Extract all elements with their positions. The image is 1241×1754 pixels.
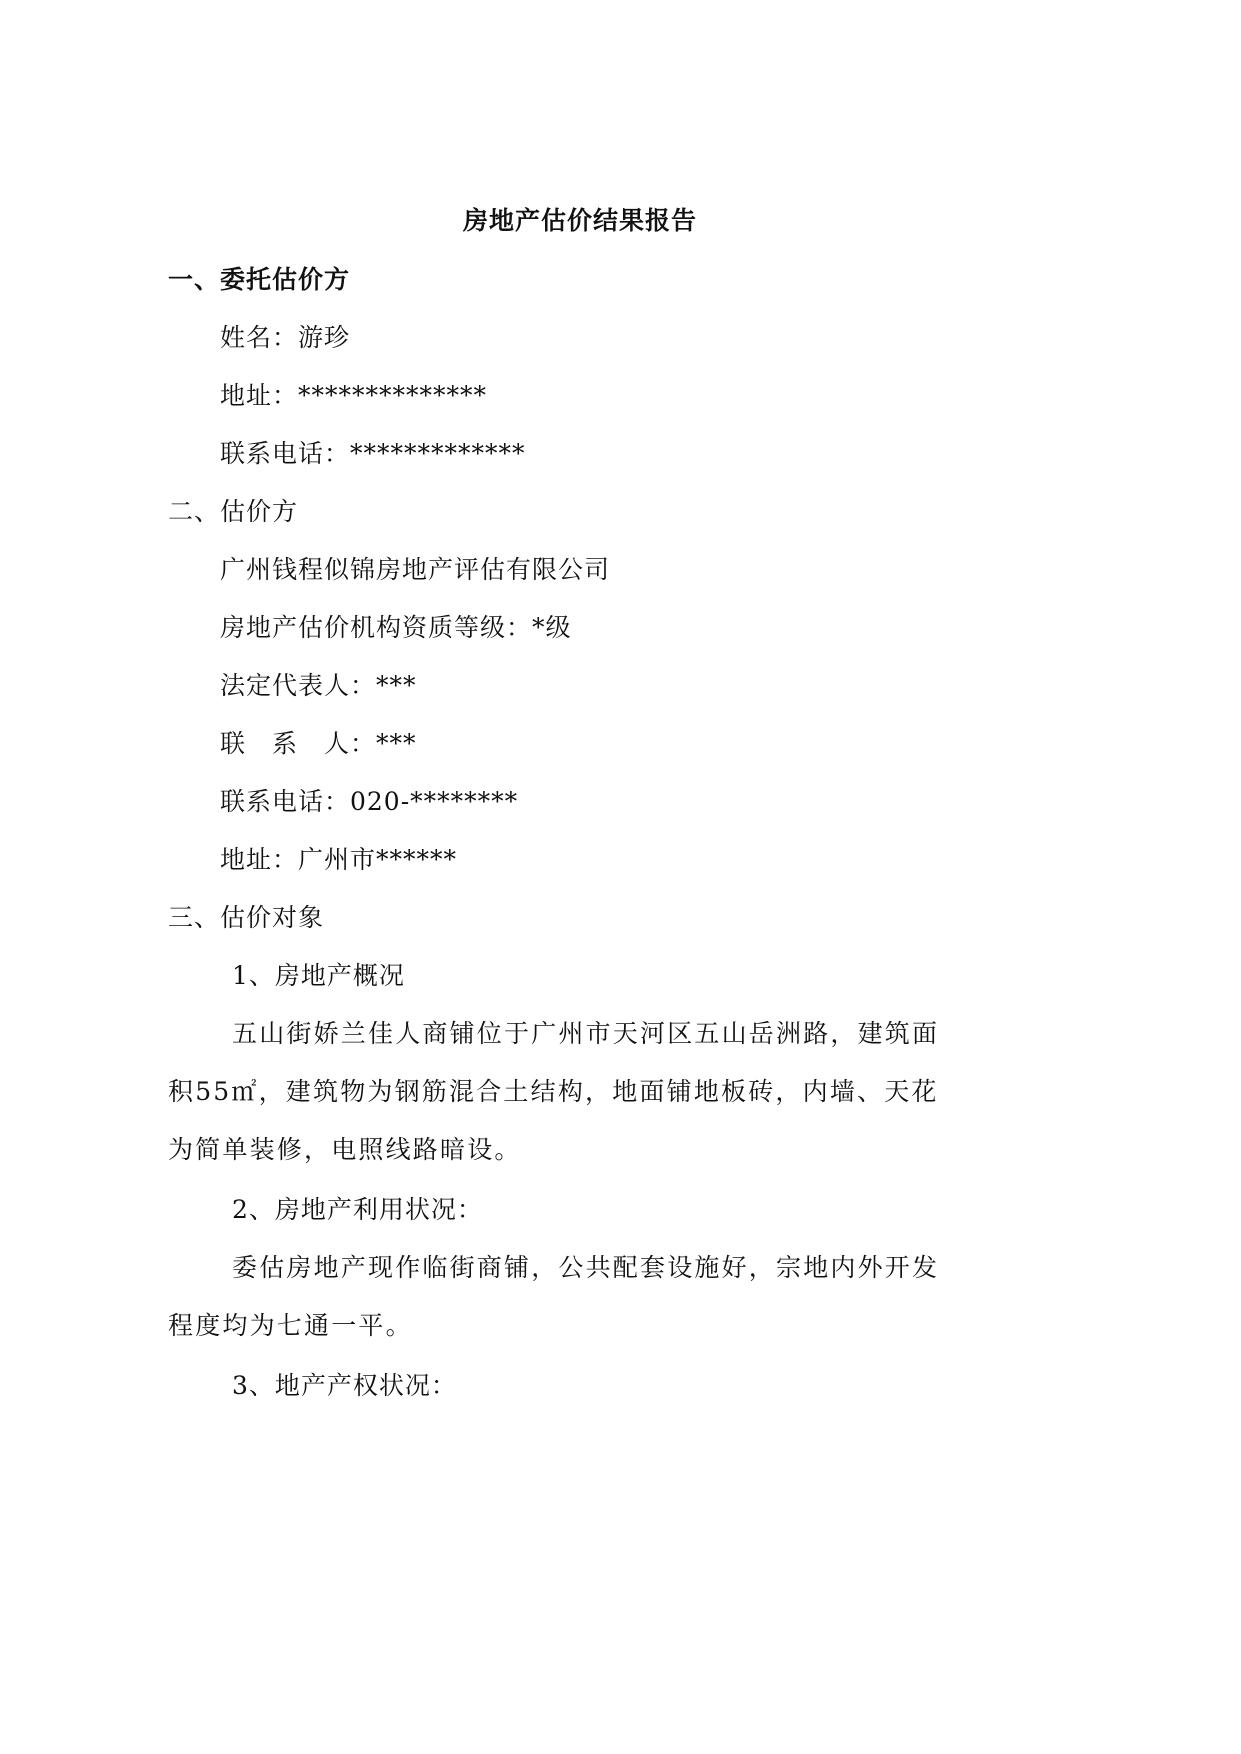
client-address: 地址：************** [220,381,488,410]
appraiser-qualification: 房地产估价机构资质等级：*级 [220,613,572,642]
section-heading-appraiser: 二、估价方 [168,497,299,526]
section-heading-client: 一、委托估价方 [168,265,351,294]
appraiser-address: 地址：广州市****** [220,845,458,874]
section-heading-object: 三、估价对象 [168,903,325,932]
client-name: 姓名：游珍 [220,323,351,352]
appraiser-contact: 联 系 人：*** [220,729,417,758]
appraiser-company: 广州钱程似锦房地产评估有限公司 [220,555,611,584]
item1-heading: 1、房地产概况 [232,961,405,990]
client-phone: 联系电话：************* [220,439,526,468]
appraiser-legal-rep: 法定代表人：*** [220,671,417,700]
appraiser-phone: 联系电话：020-******** [220,787,519,816]
item2-heading: 2、房地产利用状况： [232,1195,483,1224]
item3-heading: 3、地产产权状况： [232,1371,457,1400]
item2-paragraph: 委估房地产现作临街商铺，公共配套设施好，宗地内外开发程度均为七通一平。 [168,1253,940,1340]
report-title: 房地产估价结果报告 [462,206,697,235]
item1-paragraph: 五山街娇兰佳人商铺位于广州市天河区五山岳洲路，建筑面积55㎡，建筑物为钢筋混合土结构，地面铺地板砖，内墙、天花为简单装修，电照线路暗设。 [168,1019,940,1164]
